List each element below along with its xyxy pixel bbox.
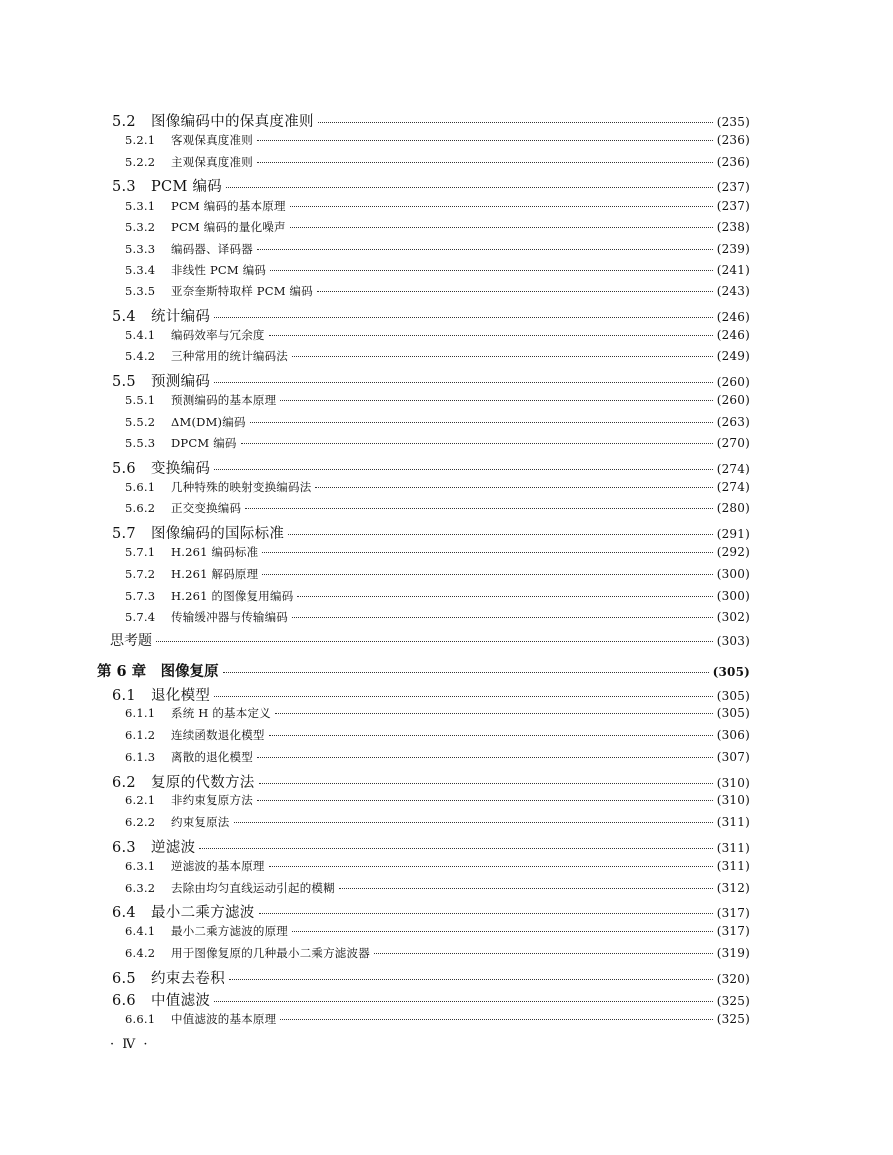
section-number: 6.6 [112, 993, 136, 1009]
section-number: 6.1 [112, 688, 136, 704]
toc-entry[interactable] [110, 630, 750, 650]
page-number: (310) [716, 793, 750, 807]
page-number: (280) [716, 501, 750, 515]
dot-leader [214, 696, 713, 697]
dot-leader [257, 140, 713, 141]
section-number: 5.2.2 [125, 155, 156, 169]
toc-entry[interactable] [125, 814, 750, 830]
page-number: (237) [716, 180, 750, 194]
page-number: (306) [716, 728, 750, 742]
toc-entry[interactable] [112, 457, 750, 478]
section-title: PCM 编码 [151, 179, 223, 195]
page-number: (263) [716, 415, 750, 429]
section-title: 逆滤波 [151, 840, 196, 856]
section-title: 变换编码 [151, 461, 211, 477]
dot-leader [374, 953, 713, 954]
section-title: 最小二乘方滤波 [151, 905, 255, 921]
page-number: (312) [716, 881, 750, 895]
section-title: PCM 编码的量化噪声 [171, 220, 286, 234]
section-title: 统计编码 [151, 309, 211, 325]
section-title: DPCM 编码 [171, 436, 237, 450]
toc-entry[interactable] [125, 945, 750, 961]
dot-leader [339, 888, 713, 889]
section-title: 约束复原法 [171, 815, 230, 829]
toc-entry[interactable] [112, 967, 750, 988]
toc-entry[interactable] [125, 327, 750, 343]
dot-leader [245, 508, 713, 509]
dot-leader [259, 913, 713, 914]
section-number: 6.4 [112, 905, 136, 921]
dot-leader [214, 1001, 713, 1002]
page-number: (305) [716, 689, 750, 703]
dot-leader [226, 187, 713, 188]
section-number: 6.4.2 [125, 946, 156, 960]
toc-entry[interactable] [112, 771, 750, 792]
section-title: 三种常用的统计编码法 [171, 349, 288, 363]
page-number: (246) [716, 328, 750, 342]
dot-leader [280, 400, 712, 401]
section-number: 5.6.1 [125, 480, 156, 494]
page-number: (239) [716, 242, 750, 256]
section-title: 思考题 [110, 633, 152, 649]
toc-entry[interactable] [125, 566, 750, 582]
page-number: (249) [716, 349, 750, 363]
section-number: 5.3.1 [125, 199, 156, 213]
page-number: (300) [716, 589, 750, 603]
page-number: (310) [716, 776, 750, 790]
toc-entry[interactable] [112, 522, 750, 543]
toc-entry[interactable] [112, 370, 750, 391]
section-title: 连续函数退化模型 [171, 728, 265, 742]
dot-leader [262, 574, 712, 575]
section-title: 非约束复原方法 [171, 793, 253, 807]
dot-leader [275, 713, 713, 714]
page-number: (274) [716, 480, 750, 494]
section-number: 6.2 [112, 775, 136, 791]
dot-leader [257, 162, 713, 163]
page-number: (241) [716, 263, 750, 277]
toc-entry[interactable] [112, 305, 750, 326]
page-number: (319) [716, 946, 750, 960]
section-title: 非线性 PCM 编码 [171, 263, 267, 277]
toc-entry[interactable] [112, 110, 750, 131]
section-title: 图像编码中的保真度准则 [151, 114, 314, 130]
page-number: (243) [716, 284, 750, 298]
dot-leader [317, 291, 713, 292]
page-number: (311) [716, 859, 750, 873]
toc-entry[interactable] [125, 479, 750, 495]
section-number: 5.3.4 [125, 263, 156, 277]
section-number: 5.2.1 [125, 133, 156, 147]
toc-entry[interactable] [125, 348, 750, 364]
section-number: 5.5.2 [125, 415, 156, 429]
section-title: 离散的退化模型 [171, 750, 253, 764]
section-title: 亚奈奎斯特取样 PCM 编码 [171, 284, 313, 298]
toc-entry[interactable] [112, 989, 750, 1010]
dot-leader [270, 270, 713, 271]
toc-entry[interactable] [125, 392, 750, 408]
section-number: 5.6 [112, 461, 136, 477]
page-number: (291) [716, 527, 750, 541]
section-title: H.261 解码原理 [171, 567, 259, 581]
page-number: (274) [716, 462, 750, 476]
page-number: (300) [716, 567, 750, 581]
page-number: (317) [716, 906, 750, 920]
dot-leader [262, 552, 712, 553]
page-number: (292) [716, 545, 750, 559]
section-title: 约束去卷积 [151, 971, 225, 987]
toc-entry[interactable] [125, 880, 750, 896]
section-title: 用于图像复原的几种最小二乘方滤波器 [171, 946, 370, 960]
dot-leader [257, 800, 713, 801]
section-title: 系统 H 的基本定义 [171, 706, 271, 720]
section-title: 正交变换编码 [171, 501, 242, 515]
section-number: 6.5 [112, 971, 136, 987]
page-number: (235) [716, 115, 750, 129]
page-number: (246) [716, 310, 750, 324]
dot-leader [257, 757, 713, 758]
section-title: 中值滤波 [151, 993, 211, 1009]
page-number: (260) [716, 393, 750, 407]
page-number: (311) [716, 815, 750, 829]
section-number: 6.2.2 [125, 815, 156, 829]
section-title: 最小二乘方滤波的原理 [171, 924, 288, 938]
section-number: 5.7.3 [125, 589, 156, 603]
section-title: ΔM(DM)编码 [171, 415, 246, 429]
dot-leader [290, 206, 713, 207]
dot-leader [259, 783, 713, 784]
section-title: H.261 的图像复用编码 [171, 589, 294, 603]
section-number: 5.6.2 [125, 501, 156, 515]
dot-leader [250, 422, 713, 423]
toc-entry[interactable] [112, 684, 750, 705]
page-number: (305) [716, 706, 750, 720]
dot-leader [199, 848, 712, 849]
toc-entry[interactable] [125, 923, 750, 939]
page-number: (238) [716, 220, 750, 234]
page-number: (260) [716, 375, 750, 389]
section-title: 客观保真度准则 [171, 133, 253, 147]
page-number: (320) [716, 972, 750, 986]
page-number: (302) [716, 610, 750, 624]
section-title: PCM 编码的基本原理 [171, 199, 286, 213]
section-number: 6.1.1 [125, 706, 156, 720]
section-number: 5.3.5 [125, 284, 156, 298]
page-number: (237) [716, 199, 750, 213]
dot-leader [292, 931, 713, 932]
section-number: 5.3 [112, 179, 136, 195]
section-title: 去除由均匀直线运动引起的模糊 [171, 881, 335, 895]
toc-entry[interactable] [125, 219, 750, 235]
section-title: 图像编码的国际标准 [151, 526, 285, 542]
page-marker: · Ⅳ · [110, 1037, 150, 1052]
toc-entry[interactable] [125, 792, 750, 808]
section-number: 6.4.1 [125, 924, 156, 938]
toc-entry[interactable] [125, 132, 750, 148]
page-number: (307) [716, 750, 750, 764]
section-title: 主观保真度准则 [171, 155, 253, 169]
section-title: 编码器、译码器 [171, 242, 253, 256]
page-number: (270) [716, 436, 750, 450]
section-number: 5.3.3 [125, 242, 156, 256]
dot-leader [292, 356, 713, 357]
section-number: 5.7 [112, 526, 136, 542]
section-number: 5.4.1 [125, 328, 156, 342]
page-number: (303) [716, 634, 750, 648]
dot-leader [229, 979, 713, 980]
toc-chapter-entry[interactable] [97, 660, 750, 681]
section-title: H.261 编码标准 [171, 545, 259, 559]
dot-leader [315, 487, 712, 488]
toc-entry[interactable] [112, 175, 750, 196]
section-number: 5.7.4 [125, 610, 156, 624]
dot-leader [288, 534, 713, 535]
section-title: 编码效率与冗余度 [171, 328, 265, 342]
section-number: 5.5.3 [125, 436, 156, 450]
section-number: 5.5.1 [125, 393, 156, 407]
section-number: 6.3 [112, 840, 136, 856]
section-number: 5.3.2 [125, 220, 156, 234]
page-number: (305) [712, 665, 750, 679]
section-number: 5.7.2 [125, 567, 156, 581]
dot-leader [280, 1019, 712, 1020]
dot-leader [214, 382, 713, 383]
dot-leader [297, 596, 712, 597]
section-number: 6.3.1 [125, 859, 156, 873]
page-number: (236) [716, 155, 750, 169]
section-title: 逆滤波的基本原理 [171, 859, 265, 873]
section-number: 6.3.2 [125, 881, 156, 895]
toc-entry[interactable] [125, 727, 750, 743]
toc-entry[interactable] [125, 588, 750, 604]
dot-leader [234, 822, 713, 823]
toc-entry[interactable] [125, 241, 750, 257]
section-number: 5.4 [112, 309, 136, 325]
section-number: 6.6.1 [125, 1012, 156, 1026]
section-title: 预测编码 [151, 374, 211, 390]
toc-entry[interactable] [112, 836, 750, 857]
toc-entry[interactable] [125, 154, 750, 170]
dot-leader [269, 735, 713, 736]
section-number: 5.7.1 [125, 545, 156, 559]
toc-entry[interactable] [125, 283, 750, 299]
dot-leader [214, 469, 713, 470]
toc-entry[interactable] [125, 1011, 750, 1027]
toc-entry[interactable] [125, 500, 750, 516]
chapter-title: 第 6 章 图像复原 [97, 663, 219, 680]
toc-entry[interactable] [112, 901, 750, 922]
section-number: 6.2.1 [125, 793, 156, 807]
section-title: 几种特殊的映射变换编码法 [171, 480, 312, 494]
dot-leader [290, 227, 713, 228]
page-number: (325) [716, 1012, 750, 1026]
toc-entry[interactable] [125, 414, 750, 430]
toc-entry[interactable] [125, 262, 750, 278]
toc-entry[interactable] [125, 544, 750, 560]
section-number: 5.4.2 [125, 349, 156, 363]
toc-entry[interactable] [125, 749, 750, 765]
dot-leader [269, 335, 713, 336]
dot-leader [292, 617, 713, 618]
page-number: (236) [716, 133, 750, 147]
section-title: 中值滤波的基本原理 [171, 1012, 277, 1026]
toc-entry[interactable] [125, 858, 750, 874]
dot-leader [156, 641, 713, 642]
page-number: (311) [716, 841, 750, 855]
section-number: 6.1.2 [125, 728, 156, 742]
toc-entry[interactable] [125, 609, 750, 625]
toc-entry[interactable] [125, 705, 750, 721]
section-title: 退化模型 [151, 688, 211, 704]
dot-leader [223, 672, 709, 673]
page-number: (325) [716, 994, 750, 1008]
dot-leader [214, 317, 713, 318]
dot-leader [318, 122, 713, 123]
toc-entry[interactable] [125, 435, 750, 451]
section-number: 5.2 [112, 114, 136, 130]
section-number: 6.1.3 [125, 750, 156, 764]
toc-entry[interactable] [125, 198, 750, 214]
section-title: 复原的代数方法 [151, 775, 255, 791]
section-title: 预测编码的基本原理 [171, 393, 277, 407]
section-number: 5.5 [112, 374, 136, 390]
section-title: 传输缓冲器与传输编码 [171, 610, 288, 624]
dot-leader [241, 443, 713, 444]
dot-leader [269, 866, 713, 867]
page-number: (317) [716, 924, 750, 938]
dot-leader [257, 249, 713, 250]
